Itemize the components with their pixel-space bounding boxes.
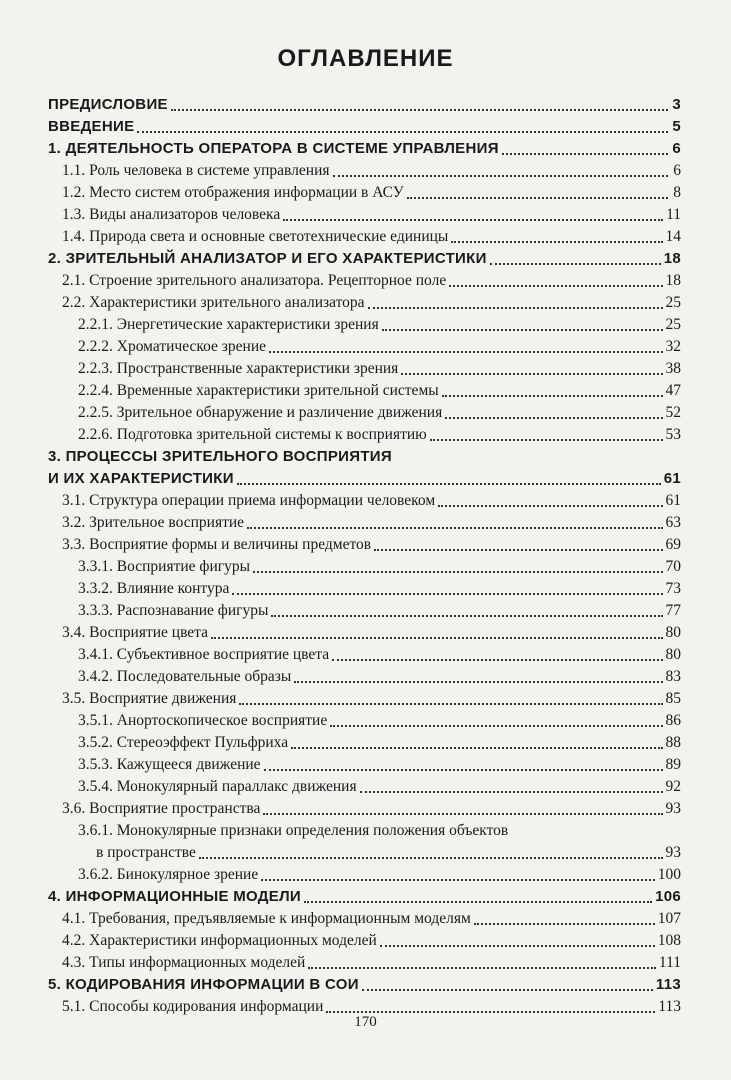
toc-entry-page: 3 <box>672 96 681 113</box>
toc-row-section <box>0 952 731 974</box>
toc-entry-page: 88 <box>665 734 681 751</box>
toc-row-section <box>0 490 731 512</box>
toc-entry-title: 1.1. Роль человека в системе управления <box>62 162 330 179</box>
toc-entry-title: 2.2.6. Подготовка зрительной системы к восприятию <box>78 426 427 443</box>
toc-entry-title: 3. ПРОЦЕССЫ ЗРИТЕЛЬНОГО ВОСПРИЯТИЯ <box>48 448 392 465</box>
dot-leader <box>374 549 662 551</box>
toc-entry-title: 4.2. Характеристики информационных моделей <box>62 932 377 949</box>
toc-row-section <box>0 798 731 820</box>
dot-leader <box>261 879 655 881</box>
toc-entry-title: 3.5.2. Стереоэффект Пульфриха <box>78 734 289 751</box>
toc-entry-title: 3.3.2. Влияние контура <box>78 580 230 597</box>
dot-leader <box>239 703 662 705</box>
toc-row-subsection <box>0 600 731 622</box>
toc-row-section <box>0 204 731 226</box>
toc-row-subsection <box>0 556 731 578</box>
toc-row-chapter-2 <box>0 248 731 270</box>
toc-row-section <box>0 622 731 644</box>
toc-entry-title: 3.5. Восприятие движения <box>62 690 237 707</box>
dot-leader <box>269 351 663 353</box>
dot-leader <box>232 593 662 595</box>
toc-entry-page: 32 <box>665 338 681 355</box>
toc-entry-page: 47 <box>665 382 681 399</box>
toc-entry-page: 100 <box>657 866 681 883</box>
toc-row-subsection <box>0 732 731 754</box>
toc-entry-page: 107 <box>657 910 681 927</box>
toc-entry-title: 3.6. Восприятие пространства <box>62 800 261 817</box>
dot-leader <box>451 241 662 243</box>
toc-entry-title: 5.1. Способы кодирования информации <box>62 998 324 1015</box>
dot-leader <box>263 813 662 815</box>
toc-row-subsection <box>0 666 731 688</box>
dot-leader <box>442 395 663 397</box>
toc-row-subsection <box>0 754 731 776</box>
dot-leader <box>211 637 662 639</box>
toc-entry-title: 2.2.3. Пространственные характеристики зрения <box>78 360 399 377</box>
dot-leader <box>407 197 668 199</box>
dot-leader <box>490 263 661 265</box>
toc-entry-page: 106 <box>655 888 681 905</box>
dot-leader <box>253 571 662 573</box>
toc-entry-title: 1.4. Природа света и основные светотехнические единицы <box>62 228 449 245</box>
toc-entry-page: 11 <box>666 206 681 223</box>
toc-row-section <box>0 292 731 314</box>
toc-entry-page: 18 <box>663 250 681 267</box>
toc-row-section <box>0 534 731 556</box>
toc-entry-page: 25 <box>665 294 681 311</box>
toc-entry-page: 89 <box>665 756 681 773</box>
toc-row-subsection <box>0 644 731 666</box>
toc-entry-page: 93 <box>665 844 681 861</box>
toc-entry-title: 3.2. Зрительное восприятие <box>62 514 245 531</box>
toc-row-chapter-1 <box>0 138 731 160</box>
dot-leader <box>247 527 662 529</box>
toc-entry-page: 80 <box>665 646 681 663</box>
dot-leader <box>368 307 663 309</box>
toc-entry-page: 52 <box>665 404 681 421</box>
toc-row-introduction <box>0 116 731 138</box>
dot-leader <box>380 945 655 947</box>
toc-entry-title: 3.1. Структура операции приема информации человеком <box>62 492 436 509</box>
toc-entry-page: 85 <box>665 690 681 707</box>
dot-leader <box>332 659 662 661</box>
toc-entry-title: 3.3.1. Восприятие фигуры <box>78 558 251 575</box>
toc-entry-title: 4. ИНФОРМАЦИОННЫЕ МОДЕЛИ <box>48 888 301 905</box>
dot-leader <box>362 989 653 991</box>
dot-leader <box>326 1011 655 1013</box>
dot-leader <box>430 439 663 441</box>
toc-entry-title: в пространстве <box>96 844 196 861</box>
toc-entry-page: 111 <box>658 954 681 971</box>
toc-row-section <box>0 270 731 292</box>
toc-row-section <box>0 160 731 182</box>
toc-entry-page: 18 <box>665 272 681 289</box>
dot-leader <box>137 131 668 133</box>
toc-row-subsection <box>0 358 731 380</box>
toc-entry-page: 113 <box>658 998 681 1015</box>
toc-row-subsection-line-1 <box>0 820 731 842</box>
toc-entry-title: 3.3. Восприятие формы и величины предметов <box>62 536 372 553</box>
toc-entry-page: 77 <box>665 602 681 619</box>
toc-entry-page: 61 <box>665 492 681 509</box>
toc-entry-page: 63 <box>665 514 681 531</box>
dot-leader <box>283 219 663 221</box>
dot-leader <box>333 175 669 177</box>
toc-row-section <box>0 512 731 534</box>
dot-leader <box>308 967 656 969</box>
dot-leader <box>474 923 655 925</box>
dot-leader <box>449 285 662 287</box>
toc-row-subsection <box>0 710 731 732</box>
toc-entry-title: 5. КОДИРОВАНИЯ ИНФОРМАЦИИ В СОИ <box>48 976 359 993</box>
toc-entry-title: 3.4. Восприятие цвета <box>62 624 209 641</box>
toc-row-foreword <box>0 94 731 116</box>
toc-entry-title: 3.4.1. Субъективное восприятие цвета <box>78 646 330 663</box>
toc-entry-title: 3.3.3. Распознавание фигуры <box>78 602 269 619</box>
toc-entry-page: 61 <box>663 470 681 487</box>
toc-row-chapter-4 <box>0 886 731 908</box>
toc-entry-page: 8 <box>673 184 681 201</box>
toc-entry-page: 80 <box>665 624 681 641</box>
toc-entry-title: 3.5.1. Анортоскопическое восприятие <box>78 712 328 729</box>
toc-row-section <box>0 930 731 952</box>
toc-entry-page: 113 <box>655 976 681 993</box>
toc-entry-page: 70 <box>665 558 681 575</box>
toc-entry-title: 3.5.4. Монокулярный параллакс движения <box>78 778 357 795</box>
dot-leader <box>264 769 663 771</box>
toc-entry-title: 3.4.2. Последовательные образы <box>78 668 292 685</box>
toc-entry-title: 2.2.1. Энергетические характеристики зрения <box>78 316 379 333</box>
toc-row-subsection <box>0 402 731 424</box>
toc-entry-title: ВВЕДЕНИЕ <box>48 118 135 135</box>
toc-row-subsection <box>0 776 731 798</box>
dot-leader <box>291 747 662 749</box>
toc-row-subsection <box>0 424 731 446</box>
toc-entry-title: 2.1. Строение зрительного анализатора. Рецепторное поле <box>62 272 447 289</box>
toc-entry-title: 4.3. Типы информационных моделей <box>62 954 306 971</box>
toc-row-section <box>0 908 731 930</box>
toc-entry-page: 69 <box>665 536 681 553</box>
toc-row-chapter-5 <box>0 974 731 996</box>
toc-entry-page: 6 <box>673 162 681 179</box>
toc-entry-page: 86 <box>665 712 681 729</box>
toc-entry-title: 2.2. Характеристики зрительного анализатора <box>62 294 365 311</box>
toc-row-section <box>0 226 731 248</box>
toc-entry-title: 1.3. Виды анализаторов человека <box>62 206 281 223</box>
toc-entry-page: 53 <box>665 426 681 443</box>
toc-row-subsection <box>0 336 731 358</box>
toc-entry-title: 2.2.5. Зрительное обнаружение и различение движения <box>78 404 443 421</box>
dot-leader <box>330 725 662 727</box>
toc-entry-title: 1.2. Место систем отображения информации в АСУ <box>62 184 404 201</box>
toc-entry-title: 1. ДЕЯТЕЛЬНОСТЬ ОПЕРАТОРА В СИСТЕМЕ УПРАВЛЕНИЯ <box>48 140 499 157</box>
toc-entry-page: 14 <box>665 228 681 245</box>
dot-leader <box>382 329 663 331</box>
toc-entry-page: 83 <box>665 668 681 685</box>
toc-entry-page: 73 <box>665 580 681 597</box>
dot-leader <box>304 901 652 903</box>
dot-leader <box>271 615 662 617</box>
dot-leader <box>199 857 663 859</box>
toc-entry-title: 3.6.2. Бинокулярное зрение <box>78 866 259 883</box>
toc-entry-title: 4.1. Требования, предъявляемые к информационным моделям <box>62 910 471 927</box>
page-number: 170 <box>354 1014 377 1030</box>
dot-leader <box>237 483 661 485</box>
dot-leader <box>401 373 662 375</box>
toc-row-subsection <box>0 380 731 402</box>
toc-entry-title: 2.2.4. Временные характеристики зрительной системы <box>78 382 439 399</box>
toc-entry-page: 5 <box>672 118 681 135</box>
toc-row-chapter-3-line-2 <box>0 468 731 490</box>
dot-leader <box>438 505 662 507</box>
toc-entry-title: 3.6.1. Монокулярные признаки определения положения объектов <box>78 822 509 839</box>
dot-leader <box>171 109 668 111</box>
page-title: ОГЛАВЛЕНИЕ <box>277 45 454 72</box>
toc-entry-title: 2. ЗРИТЕЛЬНЫЙ АНАЛИЗАТОР И ЕГО ХАРАКТЕРИСТИКИ <box>48 250 487 267</box>
toc-row-chapter-3-line-1 <box>0 446 731 468</box>
dot-leader <box>502 153 668 155</box>
toc-entry-page: 6 <box>672 140 681 157</box>
toc-entry-title: ПРЕДИСЛОВИЕ <box>48 96 168 113</box>
dot-leader <box>360 791 663 793</box>
toc-entry-page: 38 <box>665 360 681 377</box>
toc-entry-page: 93 <box>665 800 681 817</box>
dot-leader <box>294 681 662 683</box>
toc-entry-page: 25 <box>665 316 681 333</box>
toc-entry-page: 92 <box>665 778 681 795</box>
toc-row-subsection <box>0 578 731 600</box>
toc-entry-title: 2.2.2. Хроматическое зрение <box>78 338 266 355</box>
toc-row-section <box>0 688 731 710</box>
toc-entry-title: 3.5.3. Кажущееся движение <box>78 756 261 773</box>
toc-row-subsection <box>0 314 731 336</box>
toc-row-subsection-line-2 <box>0 842 731 864</box>
dot-leader <box>445 417 662 419</box>
toc-entry-page: 108 <box>657 932 681 949</box>
toc-entry-title: И ИХ ХАРАКТЕРИСТИКИ <box>48 470 234 487</box>
toc-row-subsection <box>0 864 731 886</box>
toc-row-section <box>0 182 731 204</box>
